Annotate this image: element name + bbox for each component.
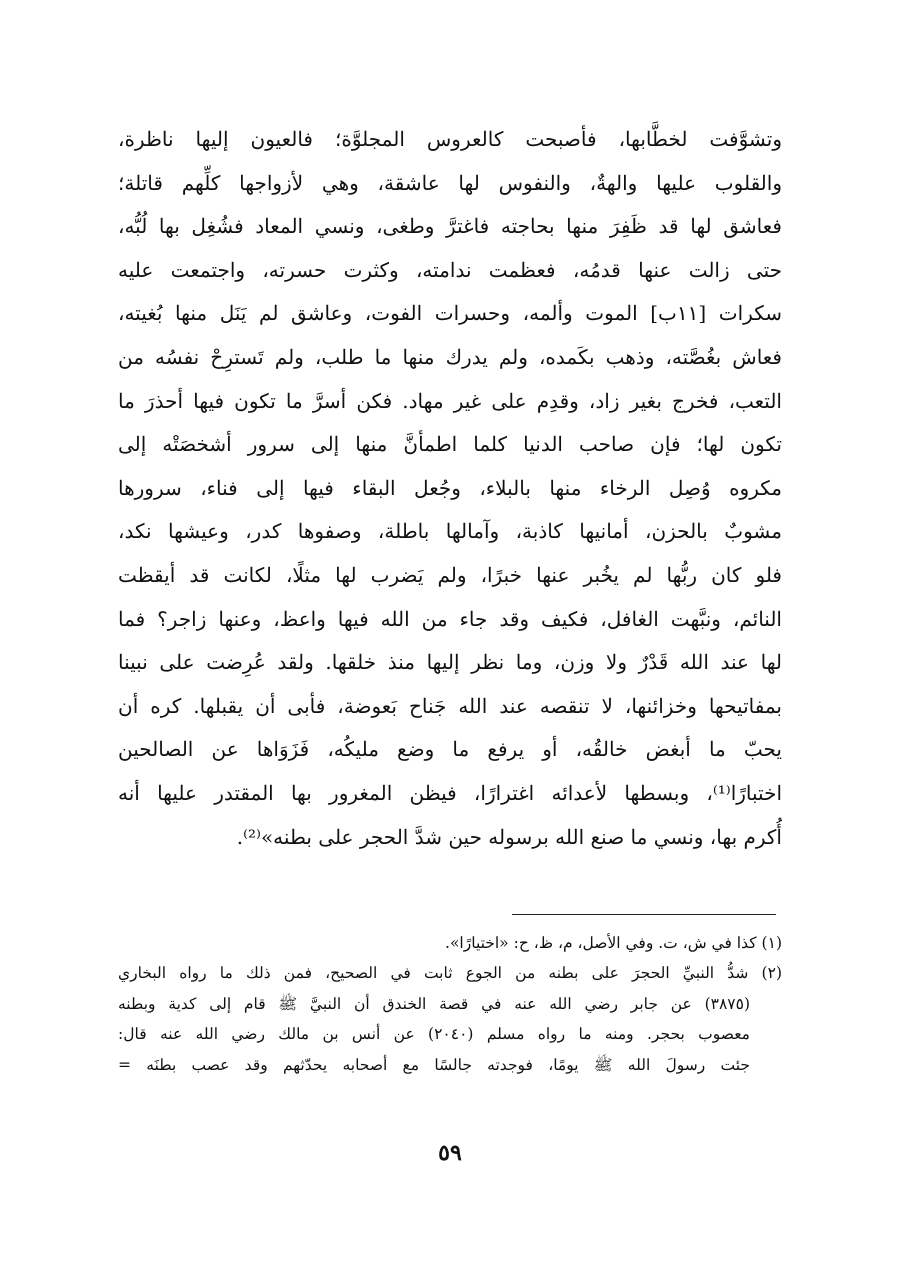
page-number: ٥٩ (438, 1140, 462, 1166)
text-line: يحبّ ما أبغض خالقُه، أو يرفع ما وضع مليكُه، فَزَوَاها عن الصالحين (118, 737, 782, 762)
text-line: فلو كان ربُّها لم يخُبر عنها خبرًا، ولم يَضرب لها مثلًا، لكانت قد أيقظت (118, 562, 782, 587)
footnote-line: (١) كذا في ش، ت. وفي الأصل، م، ظ، ح: «اختيارًا». (445, 934, 782, 952)
footnote-separator (512, 914, 776, 915)
footnote-line: (٣٨٧٥) عن جابر رضي الله عنه في قصة الخندق أن النبيَّ ﷺ قام إلى كدية وبطنه (118, 994, 750, 1013)
main-text (118, 118, 782, 859)
text-line: التعب، فخرج بغير زاد، وقدِم على غير مهاد. فكن أسرَّ ما تكون فيها أحذرَ ما (118, 388, 782, 413)
text-line: أُكرم بها، ونسي ما صنع الله برسوله حين شدَّ الحجر على بطنه»⁽²⁾. (236, 824, 782, 849)
text-line: بمفاتيحها وخزائنها، لا تنقصه عند الله جَناح بَعوضة، فأبى أن يقبلها. كره أن (118, 693, 782, 718)
text-line: فعاشق لها قد ظَفِرَ منها بحاجته فاغترَّ وطغى، ونسي المعاد فشُغِل بها لُبُّه، (118, 214, 782, 239)
footnote-line: معصوب بحجر. ومنه ما رواه مسلم (٢٠٤٠) عن أنس بن مالك رضي الله عنه قال: (118, 1025, 750, 1044)
text-line: مكروه وُصِل الرخاء منها بالبلاء، وجُعل البقاء فيها إلى فناء، سرورها (118, 475, 782, 500)
text-line: تكون لها؛ فإن صاحب الدنيا كلما اطمأنَّ منها إلى سرور أشخصَتْه إلى (118, 432, 782, 457)
text-line: لها عند الله قَدْرٌ ولا وزن، وما نظر إليها منذ خلقها. ولقد عُرِضت على نبينا (118, 650, 782, 675)
text-line: مشوبٌ بالحزن، أمانيها كاذبة، وآمالها باطلة، وصفوها كدر، وعيشها نكد، (118, 519, 782, 544)
footnotes (118, 928, 782, 1080)
text-line: وتشوَّفت لخطَّابها، فأصبحت كالعروس المجلوَّة؛ فالعيون إليها ناظرة، (118, 127, 782, 151)
text-line: فعاش بغُصَّته، وذهب بكَمده، ولم يدرك منها ما طلب، ولم تَسترِحْ نفسُه من (118, 344, 782, 369)
text-line: سكرات [١١ب] الموت وألمه، وحسرات الفوت، وعاشق لم يَنَل منها بُغيته، (118, 301, 782, 326)
footnote-line: جئت رسولَ الله ﷺ يومًا، فوجدته جالسًا مع أصحابه يحدّثهم وقد عصب بطنَه = (118, 1055, 750, 1074)
text-line: والقلوب عليها والهةٌ، والنفوس لها عاشقة، وهي لأزواجها كلِّهم قاتلة؛ (118, 170, 782, 195)
text-line: اختبارًا⁽¹⁾، وبسطها لأعدائه اغترارًا، فيظن المغرور بها المقتدر عليها أنه (118, 780, 782, 805)
footnote-line: (٢) شدُّ النبيِّ الحجرَ على بطنه من الجوع ثابت في الصحيح، فمن ذلك ما رواه البخاري (118, 964, 782, 983)
text-line: النائم، ونبَّهت الغافل، فكيف وقد جاء من الله فيها واعظ، وعنها زاجر؟ فما (118, 606, 782, 631)
text-line: حتى زالت عنها قدمُه، فعظمت ندامته، وكثرت حسرته، واجتمعت عليه (118, 257, 782, 282)
